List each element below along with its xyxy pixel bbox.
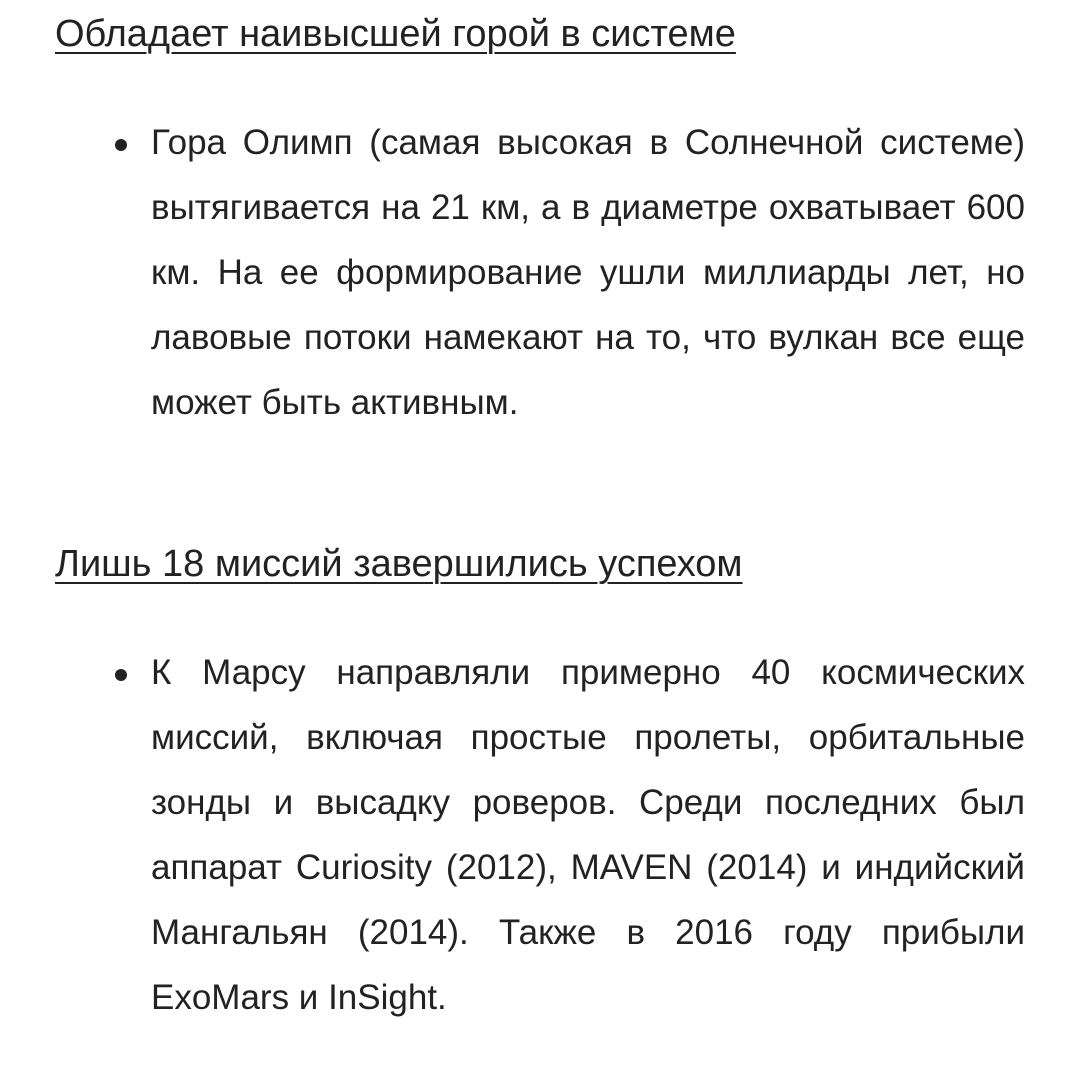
list-item: [0, 110, 1025, 435]
section-heading-highest-mountain[interactable]: Обладает наивысшей горой в системе: [55, 13, 736, 55]
bullet-text: Гора Олимп (самая высокая в Солнечной системе) вытягивается на 21 км, а в диаметре охватывает 600 км. На ее формирование ушли миллиарды лет, но лавовые потоки намекают на то, что вулкан все еще может быть активным.: [151, 123, 1025, 422]
bullet-list: [0, 640, 1025, 1030]
bullet-dot-icon: [115, 139, 127, 151]
bullet-dot-icon: [115, 669, 127, 681]
bullet-list: [0, 110, 1025, 435]
list-item: [0, 640, 1025, 1030]
bullet-text: К Марсу направляли примерно 40 космических миссий, включая простые пролеты, орбитальные зонды и высадку роверов. Среди последних был аппарат Curiosity (2012), MAVEN (2014) и индийский Мангальян (2014). Также в 2016 году прибыли ExoMars и InSight.: [151, 653, 1025, 1017]
section-heading-successful-missions[interactable]: Лишь 18 миссий завершились успехом: [55, 543, 743, 585]
